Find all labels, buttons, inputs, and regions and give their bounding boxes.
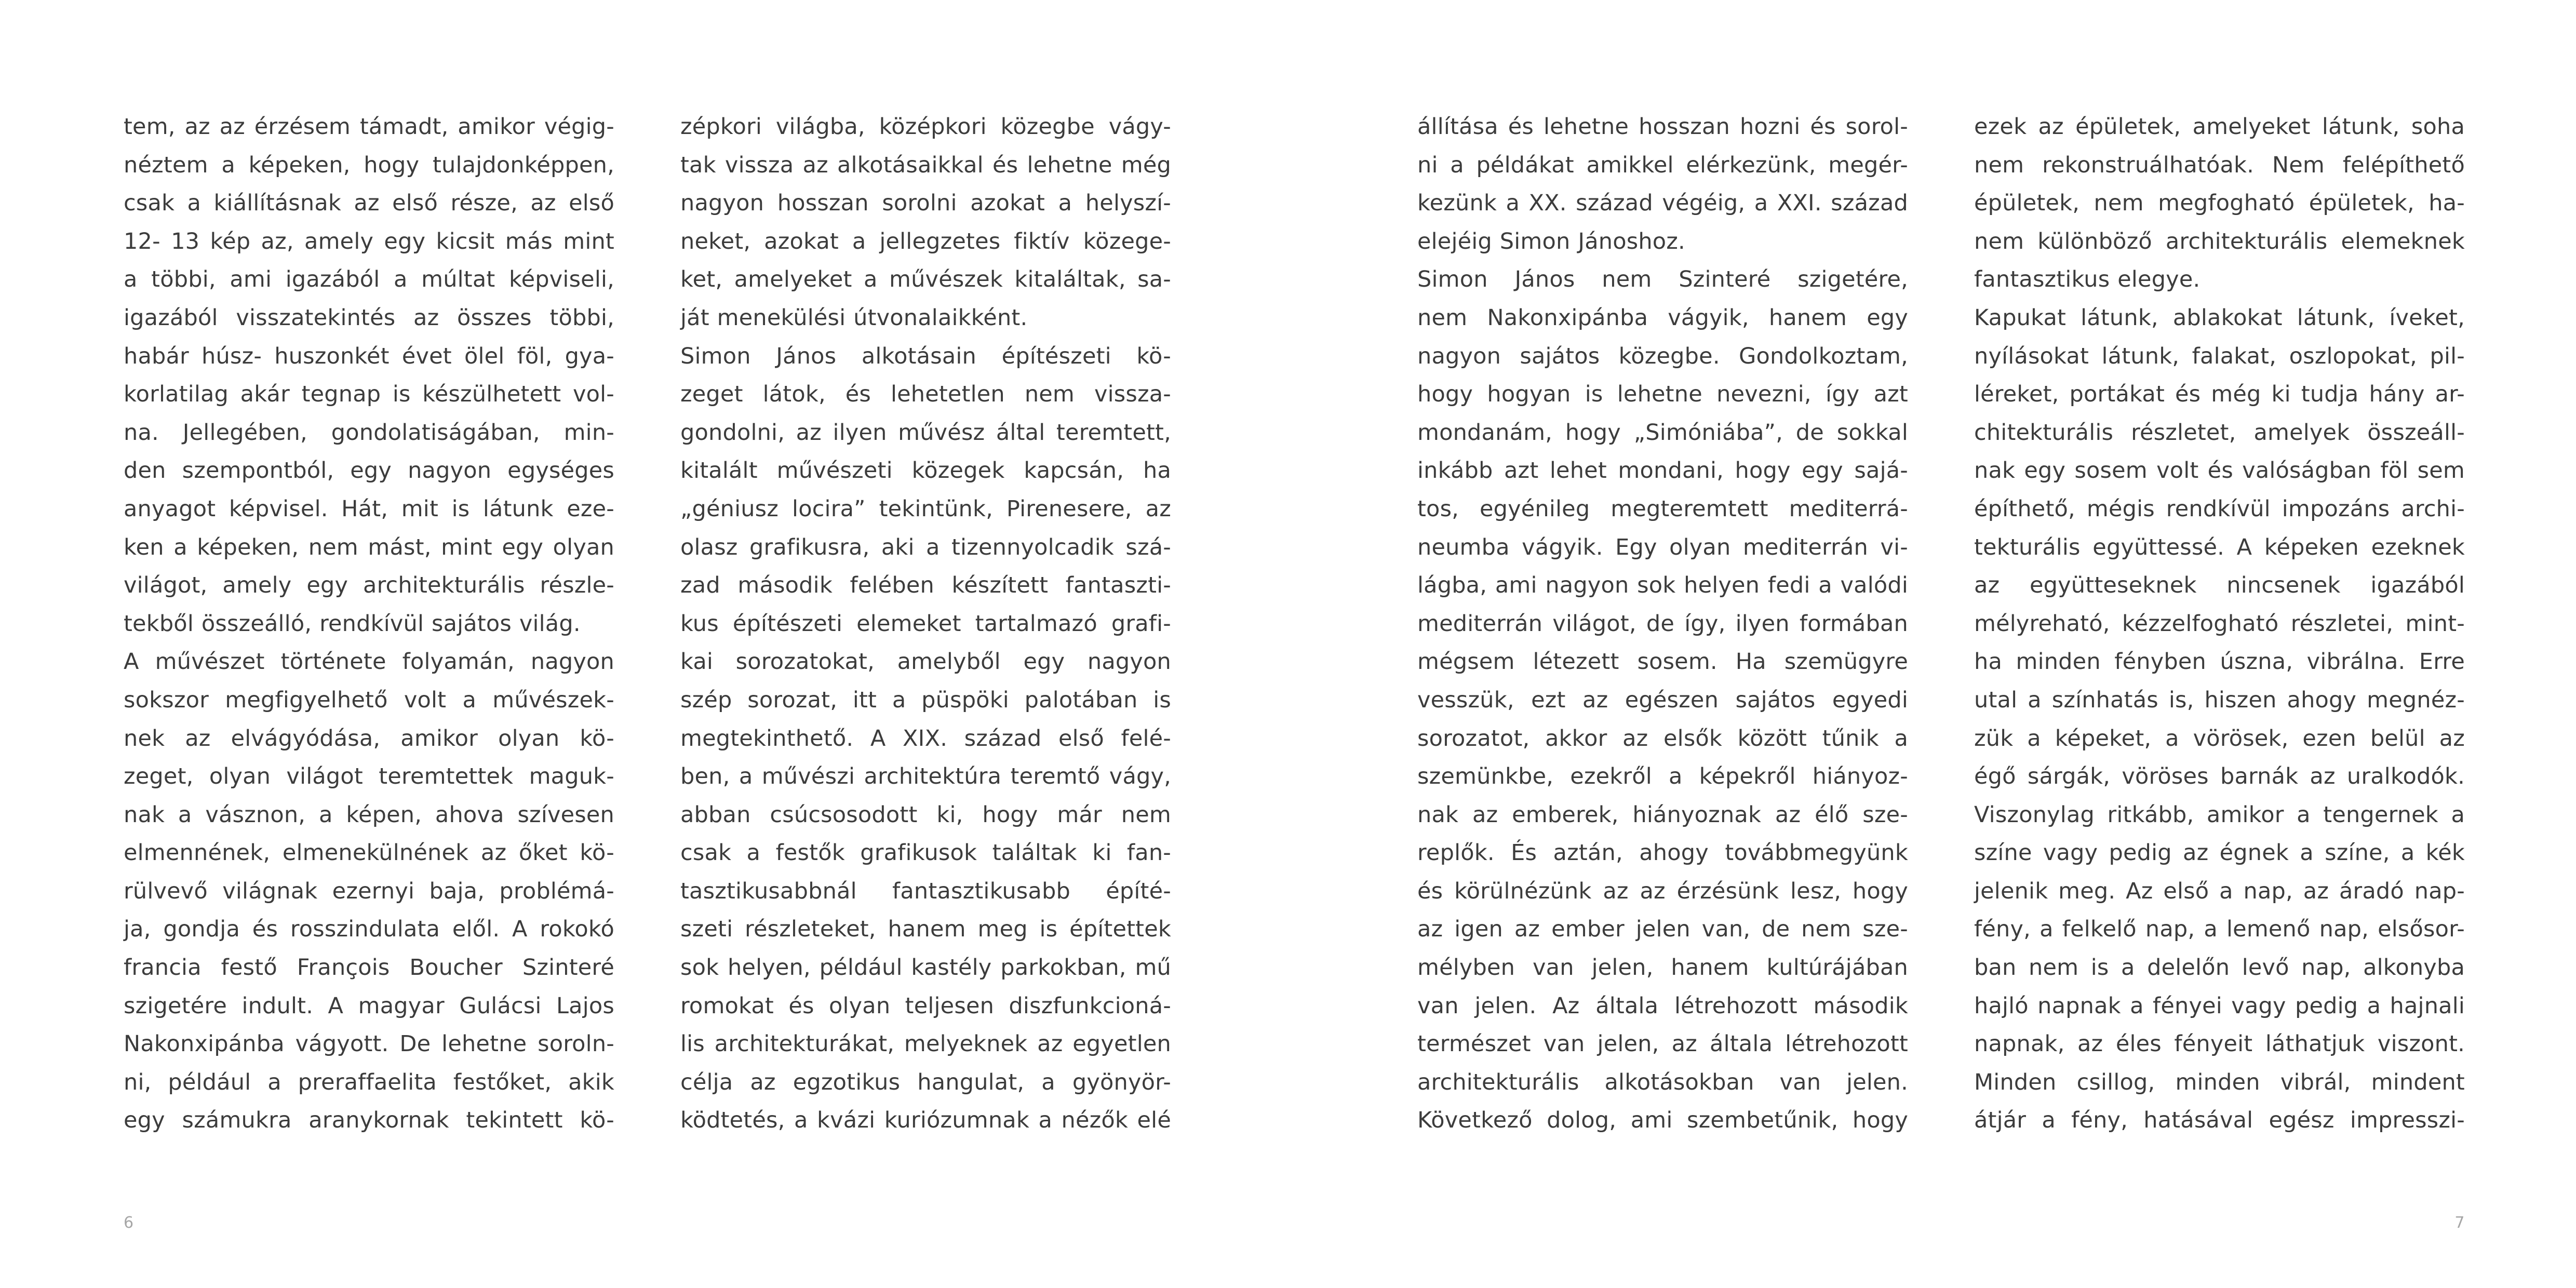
text-line: sokszor megfigyelhető volt a művészek- (124, 687, 614, 713)
text-line: hogy hogyan is lehetne nevezni, így azt (1417, 381, 1908, 408)
text-line: architekturális alkotásokban van jelen. (1417, 1069, 1908, 1095)
text-line: tekből összeálló, rendkívül sajátos világ. (124, 610, 581, 637)
page-number-right: 7 (2454, 1214, 2465, 1232)
text-line: mediterrán világot, de így, ilyen formában (1417, 610, 1908, 637)
text-line: A művészet története folyamán, nagyon (124, 649, 614, 675)
text-line: elejéig Simon Jánoshoz. (1417, 228, 1685, 254)
text-line: neket, azokat a jellegzetes fiktív közege- (680, 228, 1171, 254)
text-line: Nakonxipánba vágyott. De lehetne soroln- (124, 1031, 614, 1057)
text-line: den szempontból, egy nagyon egységes (124, 458, 614, 484)
text-line: Simon János alkotásain építészeti kö- (680, 343, 1171, 369)
text-line: szép sorozat, itt a püspöki palotában is (680, 687, 1171, 713)
text-column-4 (1974, 108, 2465, 1140)
text-line: ni, például a preraffaelita festőket, akik (124, 1069, 614, 1095)
text-line: természet van jelen, az általa létrehozott (1417, 1031, 1908, 1057)
text-line: Viszonylag ritkább, amikor a tengernek a (1974, 801, 2465, 828)
text-line: ni a példákat amikkel elérkezünk, megér- (1417, 152, 1908, 178)
text-line: inkább azt lehet mondani, hogy egy sajá- (1417, 458, 1908, 484)
text-line: mondanám, hogy „Simóniába”, de sokkal (1417, 419, 1908, 446)
text-line: francia festő François Boucher Szinteré (124, 955, 614, 981)
text-line: átjár a fény, hatásával egész impresszi- (1974, 1107, 2465, 1134)
text-line: nak az emberek, hiányoznak az élő sze- (1417, 801, 1908, 828)
text-line: az igen az ember jelen van, de nem sze- (1417, 916, 1908, 943)
text-line: épületek, nem megfogható épületek, ha- (1974, 190, 2465, 217)
text-line: nyílásokat látunk, falakat, oszlopokat, pil- (1974, 343, 2465, 369)
text-line: megtekinthető. A XIX. század első felé- (680, 725, 1171, 752)
text-line: 12- 13 kép az, amely egy kicsit más mint (124, 228, 614, 254)
text-line: neumba vágyik. Egy olyan mediterrán vi- (1417, 534, 1908, 560)
text-line: ha minden fényben úszna, vibrálna. Erre (1974, 649, 2465, 675)
text-line: kitalált művészeti közegek kapcsán, ha (680, 458, 1171, 484)
text-line: tos, egyénileg megteremtett mediterrá- (1417, 495, 1908, 522)
text-line: világot, amely egy architekturális részle- (124, 572, 614, 599)
text-line: csak a kiállításnak az első része, az első (124, 190, 614, 217)
text-line: ken a képeken, nem mást, mint egy olyan (124, 534, 614, 560)
text-line: mélyben van jelen, hanem kultúrájában (1417, 955, 1908, 981)
text-line: nem rekonstruálhatóak. Nem felépíthető (1974, 152, 2465, 178)
text-column-1 (124, 108, 614, 1140)
text-line: építhető, mégis rendkívül impozáns archi- (1974, 495, 2465, 522)
text-line: zad második felében készített fantaszti- (680, 572, 1171, 599)
text-line: „géniusz locira” tekintünk, Pirenesere, az (680, 495, 1171, 522)
text-line: abban csúcsosodott ki, hogy már nem (680, 801, 1171, 828)
text-line: na. Jellegében, gondolatiságában, min- (124, 419, 614, 446)
text-line: nem Nakonxipánba vágyik, hanem egy (1417, 304, 1908, 331)
text-line: szigetére indult. A magyar Gulácsi Lajos (124, 992, 614, 1019)
text-line: nagyon hosszan sorolni azokat a helyszí- (680, 190, 1171, 217)
text-line: nem különböző architekturális elemeknek (1974, 228, 2465, 254)
text-line: Kapukat látunk, ablakokat látunk, íveket, (1974, 304, 2465, 331)
text-line: ket, amelyeket a művészek kitaláltak, sa- (680, 266, 1171, 293)
text-line: habár húsz- huszonkét évet ölel föl, gya- (124, 343, 614, 369)
text-line: a többi, ami igazából a múltat képviseli, (124, 266, 614, 293)
text-line: ban nem is a delelőn levő nap, alkonyba (1974, 955, 2465, 981)
text-line: gondolni, az ilyen művész által teremtett, (680, 419, 1171, 446)
text-line: korlatilag akár tegnap is készülhetett vol- (124, 381, 614, 408)
text-line: mélyreható, kézzelfogható részletei, mint- (1974, 610, 2465, 637)
text-line: állítása és lehetne hosszan hozni és sorol- (1417, 114, 1908, 140)
text-line: fény, a felkelő nap, a lemenő nap, elsősor- (1974, 916, 2465, 943)
text-line: zük a képeket, a vörösek, ezen belül az (1974, 725, 2465, 752)
text-line: egy számukra aranykornak tekintett kö- (124, 1107, 614, 1134)
text-line: lágba, ami nagyon sok helyen fedi a valódi (1417, 572, 1908, 599)
text-line: elmennének, elmenekülnének az őket kö- (124, 840, 614, 866)
text-line: olasz grafikusra, aki a tizennyolcadik szá- (680, 534, 1171, 560)
text-line: anyagot képvisel. Hát, mit is látunk eze- (124, 495, 614, 522)
text-line: tak vissza az alkotásaikkal és lehetne még (680, 152, 1171, 178)
text-line: zeget, olyan világot teremtettek maguk- (124, 763, 614, 790)
text-line: zeget látok, és lehetetlen nem vissza- (680, 381, 1171, 408)
text-line: lis architekturákat, melyeknek az egyetlen (680, 1031, 1171, 1057)
text-line: ja, gondja és rosszindulata elől. A rokokó (124, 916, 614, 943)
text-line: sorozatot, akkor az elsők között tűnik a (1417, 725, 1908, 752)
text-line: Simon János nem Szinteré szigetére, (1417, 266, 1908, 293)
text-line: ben, a művészi architektúra teremtő vágy, (680, 763, 1171, 790)
text-line: fantasztikus elegye. (1974, 266, 2201, 293)
text-line: ját menekülési útvonalaikként. (680, 304, 1028, 331)
text-line: napnak, az éles fényeit láthatjuk viszont. (1974, 1031, 2465, 1057)
text-line: sok helyen, például kastély parkokban, mű (680, 955, 1171, 981)
text-line: nak a vásznon, a képen, ahova szívesen (124, 801, 614, 828)
text-line: romokat és olyan teljesen diszfunkcioná- (680, 992, 1171, 1019)
text-line: mégsem létezett sosem. Ha szemügyre (1417, 649, 1908, 675)
text-line: chitekturális részletet, amelyek összeáll- (1974, 419, 2465, 446)
text-line: zépkori világba, középkori közegbe vágy- (680, 114, 1171, 140)
text-line: égő sárgák, vöröses barnák az uralkodók. (1974, 763, 2465, 790)
text-line: és körülnézünk az az érzésünk lesz, hogy (1417, 878, 1908, 904)
text-line: tekturális együttessé. A képeken ezeknek (1974, 534, 2465, 560)
text-line: utal a színhatás is, hiszen ahogy megnéz- (1974, 687, 2465, 713)
text-line: csak a festők grafikusok találtak ki fan- (680, 840, 1171, 866)
text-line: tem, az az érzésem támadt, amikor végig- (124, 114, 614, 140)
text-line: színe vagy pedig az égnek a színe, a kék (1974, 840, 2465, 866)
text-line: kezünk a XX. század végéig, a XXI. század (1417, 190, 1908, 217)
text-line: jelenik meg. Az első a nap, az áradó nap- (1974, 878, 2465, 904)
text-line: nagyon sajátos közegbe. Gondolkoztam, (1417, 343, 1908, 369)
text-line: célja az egzotikus hangulat, a gyönyör- (680, 1069, 1171, 1095)
text-line: nak egy sosem volt és valóságban föl sem (1974, 458, 2465, 484)
text-line: szeti részleteket, hanem meg is építettek (680, 916, 1171, 943)
text-line: nek az elvágyódása, amikor olyan kö- (124, 725, 614, 752)
text-line: van jelen. Az általa létrehozott második (1417, 992, 1908, 1019)
text-line: tasztikusabbnál fantasztikusabb építé- (680, 878, 1171, 904)
text-line: Minden csillog, minden vibrál, mindent (1974, 1069, 2465, 1095)
text-line: replők. És aztán, ahogy továbbmegyünk (1417, 840, 1908, 866)
text-line: Következő dolog, ami szembetűnik, hogy (1417, 1107, 1908, 1134)
text-line: néztem a képeken, hogy tulajdonképpen, (124, 152, 614, 178)
text-line: vesszük, ezt az egészen sajátos egyedi (1417, 687, 1908, 713)
text-line: igazából visszatekintés az összes többi, (124, 304, 614, 331)
text-line: ködtetés, a kvázi kuriózumnak a nézők elé (680, 1107, 1171, 1134)
text-line: szemünkbe, ezekről a képekről hiányoz- (1417, 763, 1908, 790)
page-number-left: 6 (124, 1214, 134, 1232)
text-line: léreket, portákat és még ki tudja hány ar- (1974, 381, 2465, 408)
text-column-2 (680, 108, 1171, 1140)
text-line: ezek az épületek, amelyeket látunk, soha (1974, 114, 2465, 140)
text-line: kus építészeti elemeket tartalmazó grafi- (680, 610, 1171, 637)
text-line: kai sorozatokat, amelyből egy nagyon (680, 649, 1171, 675)
text-line: hajló napnak a fényei vagy pedig a hajnali (1974, 992, 2465, 1019)
text-line: rülvevő világnak ezernyi baja, problémá- (124, 878, 614, 904)
text-column-3 (1417, 108, 1908, 1140)
text-line: az együtteseknek nincsenek igazából (1974, 572, 2465, 599)
